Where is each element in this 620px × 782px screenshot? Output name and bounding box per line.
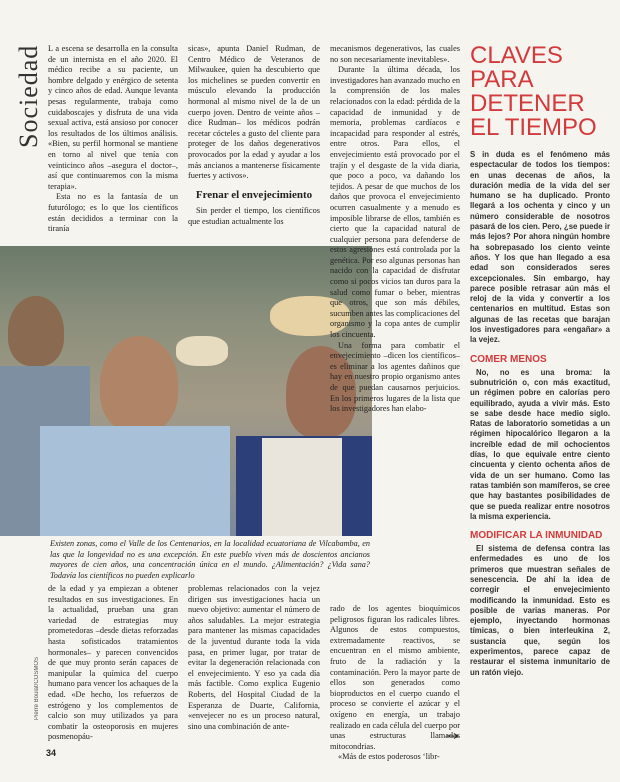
article-column-3 <box>330 44 460 600</box>
sidebar-paragraph: No, no es una broma: la subnutrición o, con más exactitud, un régimen pobre en calorías pero equilibrado, ayuda a vivir más. Esto se sabe desde hace medio siglo. Ratas de laboratorio sometidas a un régimen hipocalórico llegaron a la increíble edad de mil ochocientos días, lo que equivale entre ciento cincuenta y ciento ochenta años de vida de un ser humano. Como las ratas también son mamíferos, se cree que hay bastantes posibilidades de que se pueda realizar entre nosotros la misma experiencia. <box>470 367 610 521</box>
section-label: Sociedad <box>14 44 43 148</box>
article-paragraph: Durante la última década, los investigadores han avanzado mucho en la comprensión de los males relacionados con la edad: pérdida de la capacidad de inmunidad y de memoria, problemas cardíacos e incapacidad para responder al estrés, entre otros. Para ellos, el envejecimiento está provocado por el trajín y el desgaste de la vida diaria, que poco a poco, va dañando los tejidos. A pesar de que muchos de los daños que provoca el envejecimiento ocurren casualmente y a menudo es imposible librarse de ellos, también es cierto que la capacidad natural de cualquier persona para defenderse de estos agresiones está controlada por la genética. Por eso algunas personas han nacido con la capacidad de disfrutar como si pocos vicios tan duros para la salud como fumar o beber, mientras que otros, que son más débiles, sucumben antes las complicaciones del organismo y la copa antes de cumplir los cincuenta. <box>330 65 460 340</box>
article-paragraph: Sin perder el tiempo, los científicos que estudian actualmente los <box>188 206 320 226</box>
sidebar-box <box>470 44 610 678</box>
article-column-bottom-2 <box>188 584 320 740</box>
photo-figure <box>8 296 64 366</box>
article-paragraph: Esta no es la fantasía de un futurólogo; es lo que los científicos están decididos a terminar con la tiranía <box>48 192 178 234</box>
article-paragraph: de la edad y ya empiezan a obtener resultados en sus investigaciones. En la actualidad, prueban una gran variedad de estrategias muy prometedoras –desde dietas reforzadas hasta sofisticados tratamientos hormonales– y parecen convencidos de que muy pronto serán capaces de manipular la química del cuerpo humano para vencer los achaques de la edad. «De hecho, los refuerzos de estrógeno y los complementos de calcio son muy utilizados ya para combatir la osteoporosis en mujeres posmenopáu- <box>48 584 178 742</box>
continue-arrow-icon <box>446 733 460 739</box>
article-column-bottom-3 <box>330 604 460 762</box>
page-number: 34 <box>46 748 57 758</box>
article-paragraph: mecanismos degenerativos, las cuales no son necesariamente inevitables». <box>330 44 460 64</box>
photo-figure <box>40 426 230 536</box>
sidebar-intro: S in duda es el fenómeno más espectacular de todos los tiempos: en unas decenas de años, la duración media de la vida del ser humano se ha duplicado. Pronto llegará a los ochenta y cinco y un número considerable de nosotros pasará de los cien. Pero, ¿se puede ir más lejos? Por ahora ningún hombre ha sobrepasado los ciento veinte años. Y los que han llegado a esa edad son considerados seres excepcionales. Sin embargo, hay parece posible retrasar aún más el reloj de la vida y convertir a los centenarios en multitud. Estas son algunas de las recetas que barajan los investigadores para «engañar» a la vejez. <box>470 150 610 345</box>
photo-elderly-women <box>0 246 372 536</box>
article-paragraph: rado de los agentes bioquímicos peligrosos figuran los radicales libres. Algunos de estos compuestos, extremadamente reactivos, se encuentran en el mismo ambiente, fruto de la radiación y la contaminación. Pero la mayor parte de ellos son generados como bioproductos en el cuerpo cuando el proceso se convierte el azúcar y el oxígeno en energía, un trabajo realizado en cada célula del cuerpo por unas estructuras llamadas mitocondrias. <box>330 604 460 751</box>
article-paragraph: Una forma para combatir el envejecimiento –dicen los científicos– es eliminar a los agentes dañinos que hay en nuestro propio organismo antes de que puedan causarnos perjuicios. En los primeros lugares de la lista que los investigadores han elabo- <box>330 340 460 414</box>
photo-credit: Pierre Boulat/COSMOS <box>34 656 40 720</box>
sidebar-heading-comer-menos: COMER MENOS <box>470 353 547 365</box>
photo-caption: Existen zonas, como el Valle de los Centenarios, en la localidad ecuatoriana de Vilcabamba, en las que la longevidad no es una excepción. En este pueblo viven más de doscientos ancianos mayores de cien años, una concentración única en el mundo. ¿Alimentación? ¿Vida sana? Todavía los científicos no pueden explicarlo <box>50 539 370 580</box>
article-column-bottom-1 <box>48 584 178 740</box>
sidebar-paragraph: El sistema de defensa contra las enfermedades es uno de los primeros que muestran señales de senescencia. De ahí la idea de corregir el envejecimiento modificando la inmunidad. Esto es posible de varias maneras. Por ejemplo, inyectando hormonas tímicas, o bien interleukina 2, sustancia que, según los experimentos, parece capaz de restaurar el sistema inmunitario de un ratón viejo. <box>470 544 610 677</box>
sidebar-heading-modificar-inmunidad: MODIFICAR LA INMUNIDAD <box>470 530 603 542</box>
photo-figure <box>176 336 228 366</box>
photo-figure <box>100 336 178 432</box>
article-paragraph: «Más de estos poderosos ‘libr- <box>338 752 440 762</box>
sidebar-title: CLAVES PARA DETENER EL TIEMPO <box>470 42 597 141</box>
article-paragraph: problemas relacionados con la vejez dirigen sus investigaciones hacia un nuevo objetivo: aumentar el número de años saludables. La mejor estrategia para mantener las mismas capacidades de la juventud durante toda la vida pasa, en primer lugar, por tratar de evitar la degeneración relacionada con el envejecimiento. Y eso ya cada día más factible. Como explica Eugenio Roberts, del Hospital Ciudad de la Esperanza de Duarte, California, «envejecer no es un proceso natural, sino una combinación de ante- <box>188 584 320 731</box>
article-paragraph: sicas», apunta Daniel Rudman, de Centro Médico de Veteranos de Milwaukee, quien ha descubierto que los michelines se pueden convertir en músculo elevando la producción hormonal al mismo nivel de la de un cuerpo joven. Dentro de veinte años –dice Rudman– los médicos podrán recetar cócteles a gusto del cliente para proteger de los daños degenerativos provocados por la edad y ayudar a los más ancianos a mantenerse físicamente fuertes y activos». <box>188 44 320 181</box>
article-paragraph: L a escena se desarrolla en la consulta de un internista en el año 2020. El médico recibe a su paciente, un hombre delgado y enérgico de setenta y cinco años de edad. Aunque levanta pesas regularmente, trabaja como cuidaboscajes y disfruta de una vida sexual activa, está ansioso por conocer los resultados de los últimos análisis. «Bien, su perfil hormonal se mantiene en torno al nivel que tenía con veinticinco años –asegura el doctor–, así que continuaremos con la misma terapia». <box>48 44 178 191</box>
article-column-2 <box>188 44 320 244</box>
article-subheading: Frenar el envejecimiento <box>195 188 313 201</box>
article-column-1 <box>48 44 178 244</box>
